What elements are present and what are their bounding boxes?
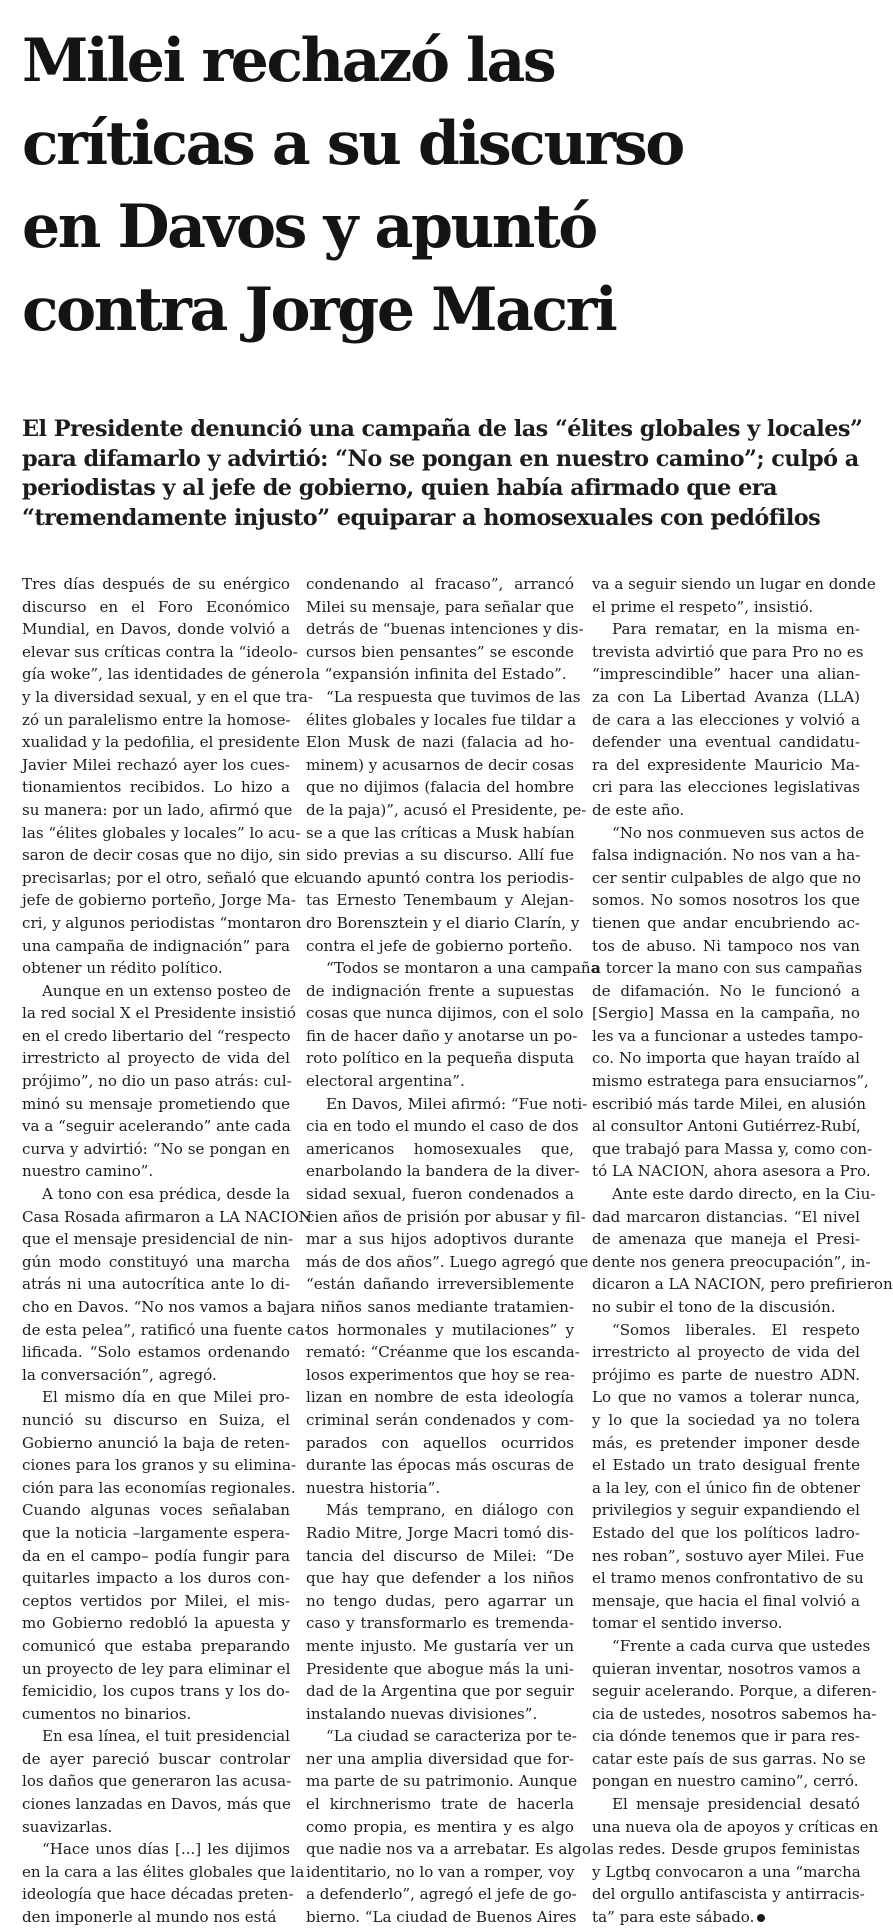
body-line: ma parte de su patrimonio. Aunque: [306, 1772, 578, 1791]
body-line: que hay que defender a los niños: [306, 1569, 574, 1588]
body-line: “La ciudad se caracteriza por te-: [326, 1727, 577, 1746]
body-line: bierno. “La ciudad de Buenos Aires: [306, 1908, 577, 1927]
body-line: da en el campo– podía fungir para: [22, 1546, 290, 1565]
body-paragraph: [306, 573, 584, 686]
body-line: trevista advirtió que para Pro no es: [592, 642, 864, 661]
body-line: Mundial, en Davos, donde volvió a: [22, 620, 290, 639]
body-line: Elon Musk de nazi (falacia ad ho-: [306, 733, 574, 752]
body-paragraph: [22, 1386, 297, 1725]
body-line: instalando nuevas divisiones”.: [306, 1704, 538, 1723]
body-line: precisarlas; por el otro, señaló que el: [22, 868, 308, 887]
body-line: losos experimentos que hoy se rea-: [306, 1365, 576, 1384]
body-line: cien años de prisión por abusar y fil-: [306, 1207, 586, 1226]
body-line: obtener un rédito político.: [22, 959, 223, 978]
body-line: Presidente que abogue más la uni-: [306, 1659, 574, 1678]
body-line: cer sentir culpables de algo que no: [592, 868, 862, 887]
body-paragraph: [592, 1319, 865, 1635]
body-line: más de dos años”. Luego agregó que: [306, 1252, 589, 1271]
body-line: irrestricto al proyecto de vida del: [22, 1049, 290, 1068]
body-line: prójimo es parte de nuestro ADN.: [592, 1365, 860, 1384]
end-mark-icon: [757, 1914, 765, 1922]
body-line: “No nos conmueven sus actos de: [612, 823, 865, 842]
body-line: de ayer pareció buscar controlar: [22, 1749, 290, 1768]
body-line: cia en todo el mundo el caso de dos: [306, 1117, 579, 1136]
body-line: [Sergio] Massa en la campaña, no: [592, 1004, 860, 1023]
body-line: ciones para los granos y su elimina-: [22, 1456, 297, 1475]
body-line: Más temprano, en diálogo con: [326, 1501, 574, 1520]
body-line: discurso en el Foro Económico: [22, 597, 290, 616]
body-paragraph: [22, 1838, 305, 1928]
deck-line: periodistas y al jefe de gobierno, quien había afirmado que era: [22, 475, 778, 501]
body-line: sido previas a su discurso. Allí fue: [306, 846, 574, 865]
body-line: cia de ustedes, nosotros sabemos ha-: [592, 1704, 877, 1723]
body-line: cho en Davos. “No nos vamos a bajar: [22, 1298, 307, 1316]
body-line: nuestro camino”.: [22, 1162, 154, 1181]
deck-line: El Presidente denunció una campaña de las “élites globales y locales”: [22, 416, 863, 442]
body-line: somos. No somos nosotros los que: [592, 891, 860, 910]
body-paragraph: [22, 1183, 312, 1386]
body-line: gía woke”, las identidades de género: [22, 665, 305, 684]
body-line: al consultor Antoni Gutiérrez-Rubí,: [592, 1117, 861, 1136]
body-line: A tono con esa prédica, desde la: [42, 1185, 290, 1204]
body-line: “imprescindible” hacer una alian-: [592, 665, 860, 684]
body-line: xualidad y la pedofilia, el presidente: [22, 733, 300, 752]
body-line: dro Borensztein y el diario Clarín, y: [306, 913, 580, 932]
body-line: Para rematar, en la misma en-: [612, 620, 860, 639]
body-line: tos de abuso. Ni tampoco nos van: [592, 936, 860, 955]
body-paragraph: [592, 618, 864, 821]
body-line: Javier Milei rechazó ayer los cues-: [22, 755, 290, 774]
body-line: les va a funcionar a ustedes tampo-: [592, 1026, 864, 1045]
body-line: parados con aquellos ocurridos: [306, 1433, 574, 1452]
body-line: cri, y algunos periodistas “montaron: [22, 913, 302, 932]
body-line: comunicó que estaba preparando: [22, 1636, 290, 1655]
body-line: femicidio, los cupos trans y los do-: [22, 1682, 290, 1701]
body-column-2: [306, 573, 600, 1927]
body-line: Cuando algunas voces señalaban: [22, 1501, 290, 1520]
body-line: tó LA NACION, ahora asesora a Pro.: [592, 1162, 871, 1181]
deck-line: “tremendamente injusto” equiparar a homosexuales con pedófilos: [22, 504, 821, 531]
body-line: cumentos no binarios.: [22, 1704, 192, 1723]
body-line: cursos bien pensantes” se esconde: [306, 642, 574, 661]
body-line: élites globales y locales fue tildar a: [306, 710, 577, 729]
body-line: prójimo”, no dio un paso atrás: cul-: [22, 1072, 292, 1091]
deck-line: para difamarlo y advirtió: “No se pongan en nuestro camino”; culpó a: [22, 445, 859, 472]
body-line: una campaña de indignación” para: [22, 936, 290, 955]
body-line: de este año.: [592, 800, 685, 819]
body-line: a torcer la mano con sus campañas: [592, 959, 863, 978]
body-line: las redes. Desde grupos feministas: [592, 1840, 860, 1859]
body-line: nuestra historia”.: [306, 1478, 441, 1497]
body-line: minem) y acusarnos de decir cosas: [306, 755, 574, 774]
body-column-1: [22, 573, 313, 1927]
body-line: co. No importa que hayan traído al: [592, 1049, 860, 1068]
body-line: falsa indignación. No nos van a ha-: [592, 846, 861, 865]
body-line: nunció su discurso en Suiza, el: [22, 1410, 290, 1429]
body-line: caso y transformarlo es tremenda-: [306, 1614, 574, 1633]
body-line: jefe de gobierno porteño, Jorge Ma-: [22, 891, 296, 910]
body-line: Casa Rosada afirmaron a LA NACION: [22, 1207, 312, 1226]
body-line: “La respuesta que tuvimos de las: [326, 687, 581, 706]
body-line: mar a sus hijos adoptivos durante: [306, 1230, 574, 1249]
body-line: la “expansión infinita del Estado”.: [306, 665, 567, 684]
body-line: tionamientos recibidos. Lo hizo a: [22, 778, 290, 797]
body-line: seguir acelerando. Porque, a diferen-: [592, 1682, 877, 1701]
body-line: de amenaza que maneja el Presi-: [592, 1230, 860, 1249]
body-line: Ante este dardo directo, en la Ciu-: [612, 1185, 876, 1204]
body-line: El mensaje presidencial desató: [612, 1795, 860, 1814]
body-line: enarbolando la bandera de la diver-: [306, 1162, 580, 1181]
body-paragraph: [306, 1093, 589, 1500]
body-line: la red social X el Presidente insistió: [22, 1004, 296, 1023]
body-line: un proyecto de ley para eliminar el: [22, 1659, 291, 1678]
body-line: catar este país de sus garras. No se: [592, 1749, 866, 1768]
body-line: dente nos genera preocupación”, in-: [592, 1252, 871, 1271]
body-paragraph: [592, 1793, 879, 1929]
body-line: no subir el tono de la discusión.: [592, 1298, 836, 1316]
body-line: lizan en nombre de esta ideología: [306, 1388, 574, 1407]
body-line: durante las épocas más oscuras de: [306, 1456, 574, 1475]
body-paragraph: [592, 1183, 893, 1319]
body-line: más, es pretender imponer desde: [592, 1433, 860, 1452]
body-line: se a que las críticas a Musk habían: [306, 823, 575, 842]
body-line: condenando al fracaso”, arrancó: [306, 575, 574, 593]
body-line: “Hace unos días [...] les dijimos: [42, 1840, 290, 1859]
body-paragraph: [306, 1725, 591, 1928]
body-line: tos hormonales y mutilaciones” y: [306, 1320, 574, 1339]
body-line: den imponerle al mundo nos está: [22, 1908, 277, 1927]
body-line: “Frente a cada curva que ustedes: [612, 1636, 871, 1655]
body-line: una nueva ola de apoyos y críticas en: [592, 1817, 879, 1836]
body-line: fin de hacer daño y anotarse un po-: [306, 1026, 578, 1045]
body-line: Tres días después de su enérgico: [22, 575, 290, 593]
body-line: los daños que generaron las acusa-: [22, 1772, 292, 1791]
body-line: escribió más tarde Milei, en alusión: [592, 1094, 866, 1113]
deck-subheadline: [22, 415, 862, 533]
body-line: Milei su mensaje, para señalar que: [306, 597, 575, 616]
body-line: va a seguir siendo un lugar en donde: [592, 575, 876, 593]
body-line: el kirchnerismo trate de hacerla: [306, 1795, 574, 1814]
body-line: mensaje, que hacia el final volvió a: [592, 1591, 860, 1610]
body-line: electoral argentina”.: [306, 1072, 465, 1091]
body-line: que trabajó para Massa y, como con-: [592, 1139, 873, 1158]
body-line: en la cara a las élites globales que la: [22, 1862, 305, 1881]
body-line: lificada. “Solo estamos ordenando: [22, 1343, 290, 1362]
body-line: za con La Libertad Avanza (LLA): [592, 687, 860, 706]
body-line: minó su mensaje prometiendo que: [22, 1094, 290, 1113]
body-paragraph: [306, 1499, 574, 1725]
body-line: elevar sus críticas contra la “ideolo-: [22, 642, 298, 661]
body-line: quitarles impacto a los duros con-: [22, 1569, 290, 1588]
body-line: quieran inventar, nosotros vamos a: [592, 1659, 861, 1678]
body-line: identitario, no lo van a romper, voy: [306, 1862, 575, 1881]
headline-line: en Davos y apuntó: [22, 192, 596, 262]
body-paragraph: [22, 980, 296, 1183]
body-line: privilegios y seguir expandiendo el: [592, 1501, 860, 1520]
body-line: que el mensaje presidencial de nin-: [22, 1230, 294, 1249]
body-line: que nadie nos va a arrebatar. Es algo: [306, 1840, 591, 1859]
body-line: de la paja)”, acusó el Presidente, pe-: [306, 800, 587, 819]
body-line: atrás ni una autocrítica ante lo di-: [22, 1275, 290, 1294]
body-line: a niños sanos mediante tratamien-: [306, 1298, 574, 1316]
body-line: del orgullo antifascista y antirracis-: [592, 1885, 865, 1904]
body-line: zó un paralelismo entre la homose-: [22, 710, 291, 729]
body-line: el tramo menos confrontativo de su: [592, 1569, 864, 1588]
body-line: “están dañando irreversiblemente: [306, 1275, 574, 1294]
body-line: no tengo dudas, pero agarrar un: [306, 1591, 574, 1610]
body-line: que no dijimos (falacia del hombre: [306, 778, 574, 797]
article-body: [22, 573, 893, 1927]
body-line: como propia, es mentira y es algo: [306, 1817, 574, 1836]
body-line: la conversación”, agregó.: [22, 1365, 217, 1384]
body-line: tienen que andar encubriendo ac-: [592, 913, 860, 932]
body-line: detrás de “buenas intenciones y dis-: [306, 620, 584, 639]
body-line: cia dónde tenemos que ir para res-: [592, 1727, 860, 1746]
body-line: sidad sexual, fueron condenados a: [306, 1185, 574, 1204]
body-paragraph: [592, 573, 876, 618]
body-line: dicaron a LA NACION, pero prefirieron: [592, 1275, 893, 1294]
body-line: suavizarlas.: [22, 1817, 113, 1836]
body-line: y la diversidad sexual, y en el que tra-: [22, 687, 313, 706]
body-line: cosas que nunca dijimos, con el solo: [306, 1004, 584, 1023]
body-paragraph: [306, 686, 587, 957]
body-line: ceptos vertidos por Milei, el mis-: [22, 1591, 290, 1610]
body-paragraph: [22, 573, 313, 980]
headline-line: contra Jorge Macri: [22, 275, 616, 345]
body-line: tas Ernesto Tenembaum y Alejan-: [306, 891, 574, 910]
body-line: ner una amplia diversidad que for-: [306, 1749, 574, 1768]
body-line: irrestricto al proyecto de vida del: [592, 1343, 860, 1362]
body-line: el Estado un trato desigual frente: [592, 1456, 860, 1475]
body-line: de indignación frente a supuestas: [306, 981, 574, 1000]
body-line: curva y advirtió: “No se pongan en: [22, 1139, 290, 1158]
body-line: Estado del que los políticos ladro-: [592, 1523, 860, 1542]
body-line: nes roban”, sostuvo ayer Milei. Fue: [592, 1546, 865, 1565]
body-line: mo Gobierno redobló la apuesta y: [22, 1614, 290, 1633]
body-paragraph: [306, 957, 600, 1093]
body-line: de cara a las elecciones y volvió a: [592, 710, 860, 729]
body-line: ideología que hace décadas preten-: [22, 1885, 294, 1904]
body-paragraph: [592, 1635, 877, 1793]
body-line: mismo estratega para ensuciarnos”,: [592, 1072, 869, 1091]
body-line: que la noticia –largamente espera-: [22, 1523, 290, 1542]
headline-line: críticas a su discurso: [22, 109, 683, 179]
body-line: Lo que no vamos a tolerar nunca,: [592, 1388, 860, 1407]
body-line: de difamación. No le funcionó a: [592, 981, 860, 1000]
body-line: ción para las economías regionales.: [22, 1478, 296, 1497]
body-line: de esta pelea”, ratificó una fuente ca-: [22, 1320, 310, 1339]
body-line: remató: “Créanme que los escanda-: [306, 1343, 580, 1362]
body-line: saron de decir cosas que no dijo, sin: [22, 846, 301, 865]
body-line: contra el jefe de gobierno porteño.: [306, 936, 573, 955]
body-line: y Lgtbq convocaron a una “marcha: [592, 1862, 861, 1881]
body-line: cri para las elecciones legislativas: [592, 778, 860, 797]
body-line: ta” para este sábado.: [592, 1906, 860, 1929]
headline-line: Milei rechazó las: [22, 26, 555, 96]
body-line: a la ley, con el único fin de obtener: [592, 1478, 860, 1497]
headline: [22, 20, 862, 352]
body-line: Gobierno anunció la baja de reten-: [22, 1433, 290, 1452]
body-line: ra del expresidente Mauricio Ma-: [592, 755, 860, 774]
body-line: el prime el respeto”, insistió.: [592, 597, 814, 616]
body-line: americanos homosexuales que,: [306, 1139, 574, 1158]
body-line: en el credo libertario del “respecto: [22, 1026, 291, 1045]
body-line: “Somos liberales. El respeto: [612, 1320, 860, 1339]
body-line: las “élites globales y locales” lo acu-: [22, 823, 301, 842]
body-line: criminal serán condenados y com-: [306, 1410, 574, 1429]
body-line: Radio Mitre, Jorge Macri tomó dis-: [306, 1523, 574, 1542]
body-line: su manera: por un lado, afirmó que: [22, 800, 293, 819]
body-line: va a “seguir acelerando” ante cada: [22, 1117, 291, 1136]
body-line: defender una eventual candidatu-: [592, 733, 860, 752]
body-line: dad marcaron distancias. “El nivel: [592, 1207, 860, 1226]
body-line: y lo que la sociedad ya no tolera: [592, 1410, 860, 1429]
body-line: a defenderlo”, agregó el jefe de go-: [306, 1885, 577, 1904]
body-line: Aunque en un extenso posteo de: [42, 981, 291, 1000]
body-line: gún modo constituyó una marcha: [22, 1252, 290, 1271]
body-line: En Davos, Milei afirmó: “Fue noti-: [326, 1094, 588, 1113]
body-paragraph: [22, 1725, 290, 1838]
body-line: mente injusto. Me gustaría ver un: [306, 1636, 574, 1655]
body-line: En esa línea, el tuit presidencial: [42, 1727, 290, 1746]
body-line: El mismo día en que Milei pro-: [42, 1388, 290, 1407]
body-line: pongan en nuestro camino”, cerró.: [592, 1772, 859, 1791]
body-line: dad de la Argentina que por seguir: [306, 1682, 574, 1701]
body-line: cuando apuntó contra los periodis-: [306, 868, 574, 887]
body-column-3: [592, 573, 893, 1927]
body-paragraph: [592, 822, 873, 1184]
body-line: tomar el sentido inverso.: [592, 1614, 783, 1633]
body-line: roto político en la pequeña disputa: [306, 1049, 574, 1068]
body-line: “Todos se montaron a una campaña: [326, 959, 600, 978]
body-line: tancia del discurso de Milei: “De: [306, 1546, 574, 1565]
body-line: ciones lanzadas en Davos, más que: [22, 1795, 291, 1814]
